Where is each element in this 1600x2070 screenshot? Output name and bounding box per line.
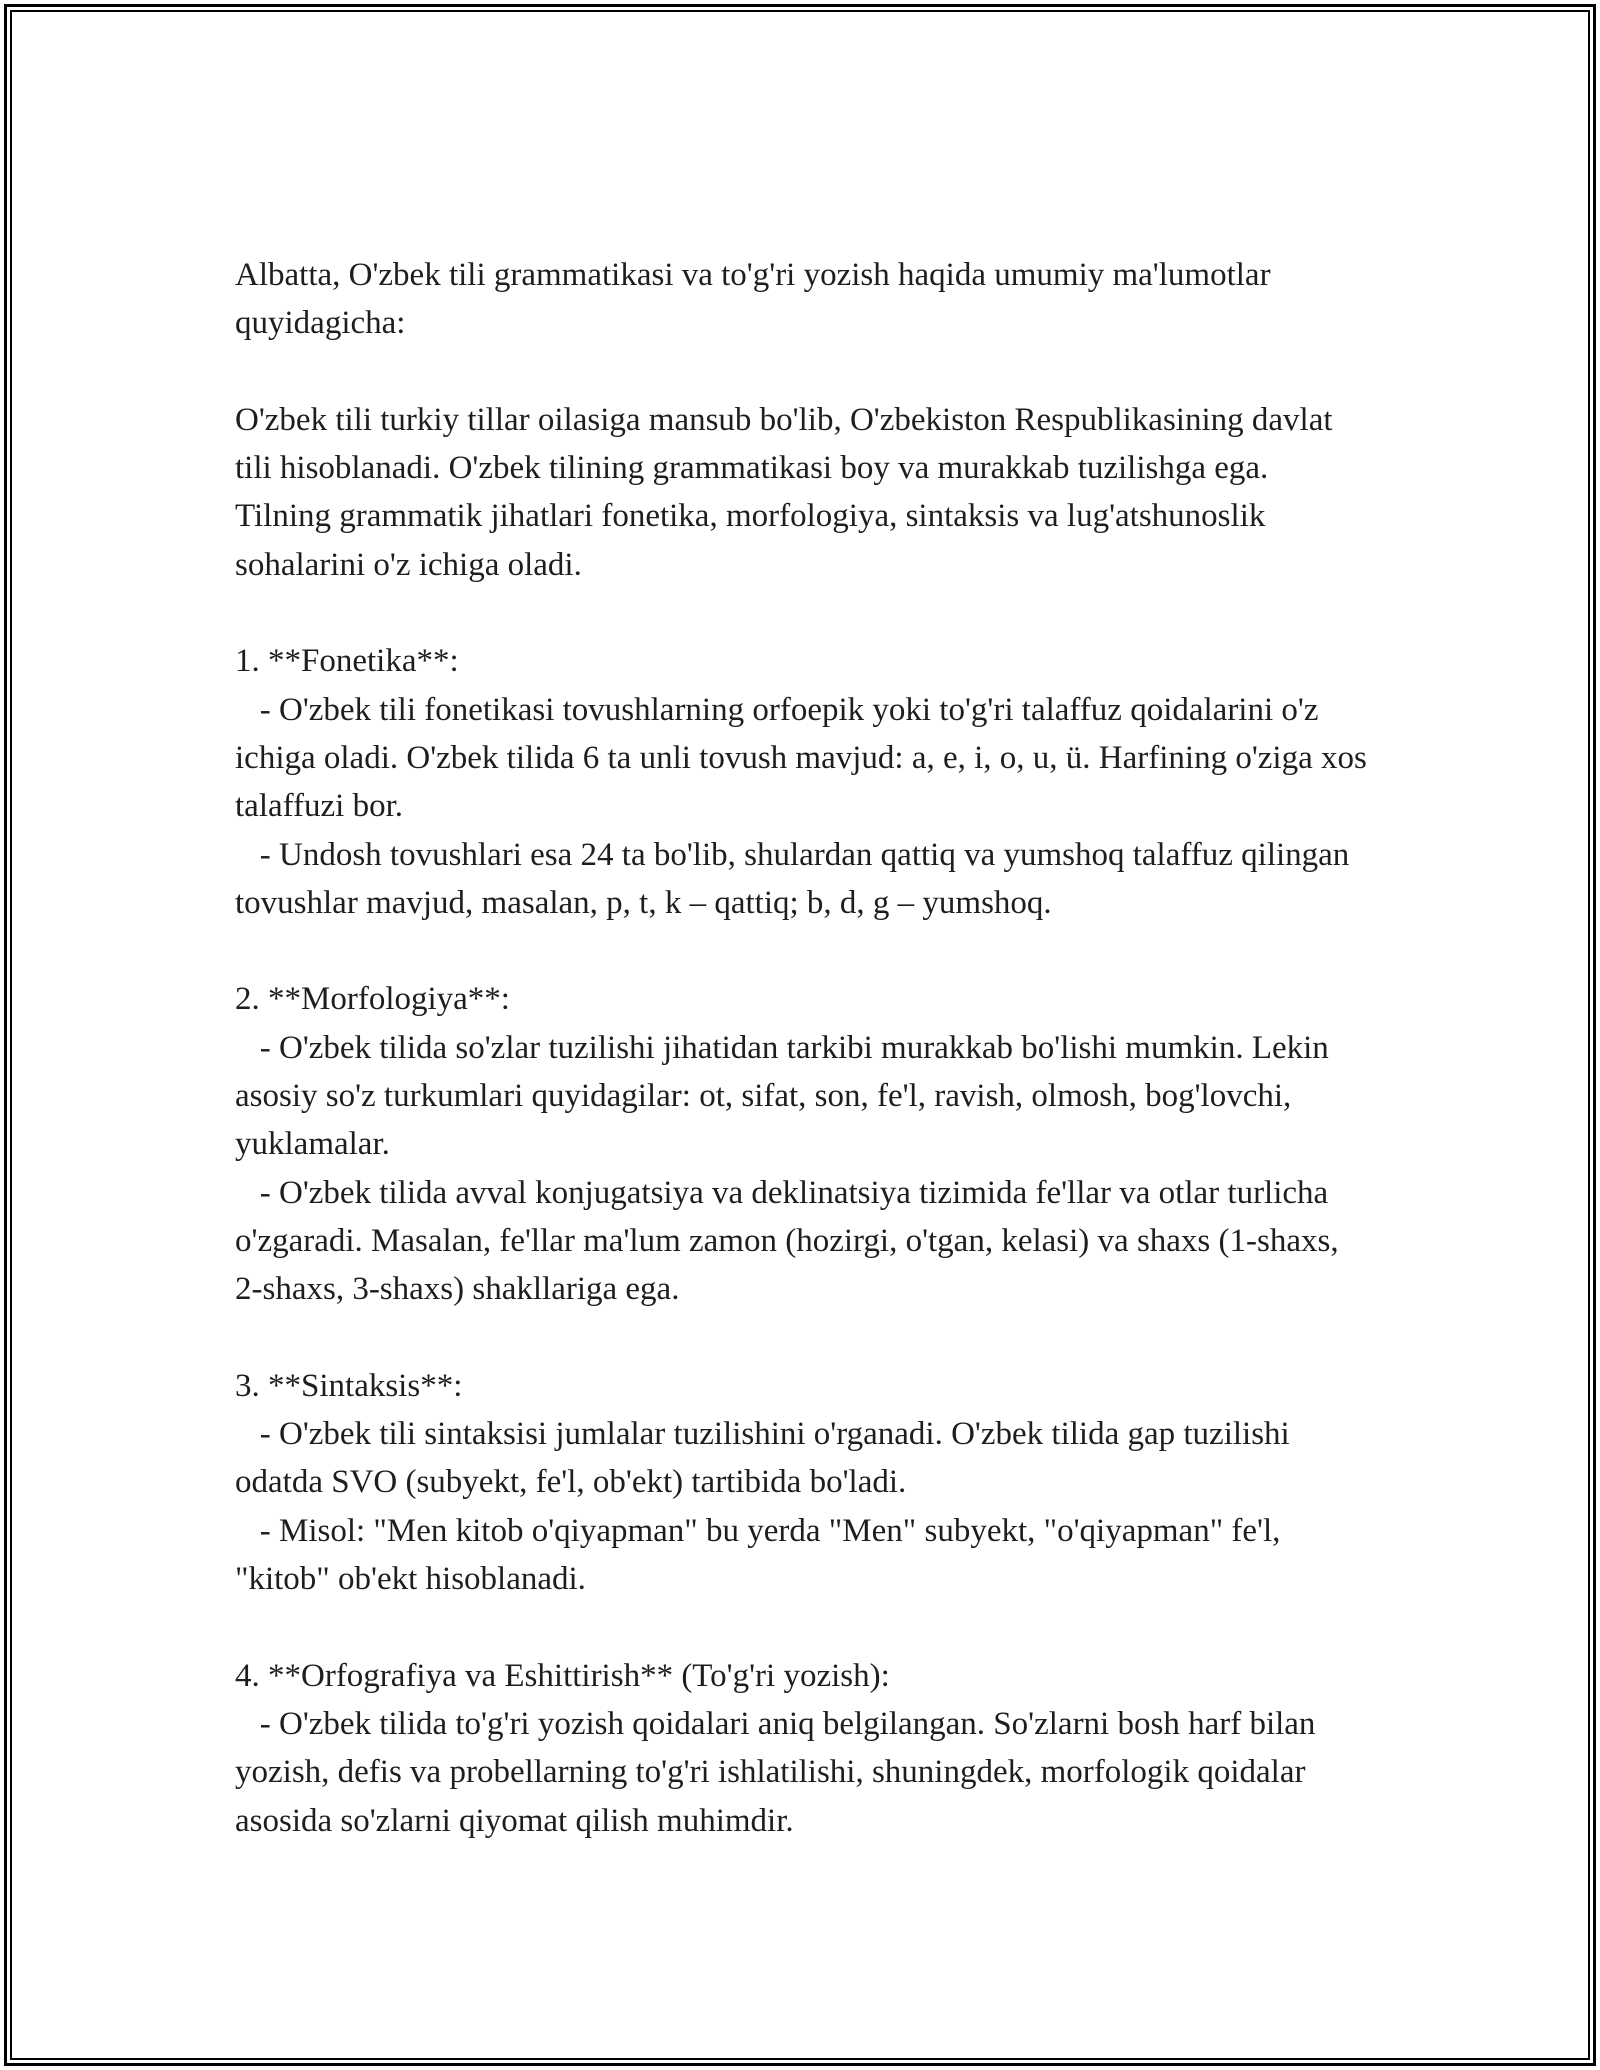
document-body bbox=[235, 251, 1370, 1845]
section-item-text: - O'zbek tilida avval konjugatsiya va deklinatsiya tizimida fe'llar va otlar turlicha o'zgaradi. Masalan, fe'llar ma'lum zamon (hozirgi, o'tgan, kelasi) va shaxs (1-shaxs, 2-shaxs, 3-shaxs) shakllariga ega. bbox=[235, 1174, 1339, 1308]
section-item bbox=[235, 1700, 1370, 1845]
section-sintaksis bbox=[235, 1362, 1370, 1603]
section-item bbox=[235, 1169, 1370, 1314]
paragraph-gap bbox=[235, 348, 1370, 396]
section-morfologiya bbox=[235, 975, 1370, 1313]
paragraph-gap bbox=[235, 927, 1370, 975]
section-orfografiya bbox=[235, 1652, 1370, 1845]
section-item-text: - O'zbek tili sintaksisi jumlalar tuzilishini o'rganadi. O'zbek tilida gap tuzilishi odatda SVO (subyekt, fe'l, ob'ekt) tartibida bo'ladi. bbox=[235, 1416, 1290, 1501]
section-fonetika bbox=[235, 637, 1370, 927]
section-item-text: - O'zbek tili fonetikasi tovushlarning orfoepik yoki to'g'ri talaffuz qoidalarini o'z ichiga oladi. O'zbek tilida 6 ta unli tovush mavjud: a, e, i, o, u, ü. Harfining o'ziga xos talaffuzi bor. bbox=[235, 691, 1367, 825]
section-item-text: - O'zbek tilida so'zlar tuzilishi jihatidan tarkibi murakkab bo'lishi mumkin. Lekin asosiy so'z turkumlari quyidagilar: ot, sifat, son, fe'l, ravish, olmosh, bog'lovchi, yuklamalar. bbox=[235, 1029, 1329, 1163]
section-heading: 4. **Orfografiya va Eshittirish** (To'g'ri yozish): bbox=[235, 1657, 890, 1694]
section-item-text: - Undosh tovushlari esa 24 ta bo'lib, shulardan qattiq va yumshoq talaffuz qilingan tovushlar mavjud, masalan, p, t, k – qattiq; b, d, g – yumshoq. bbox=[235, 836, 1350, 921]
intro-paragraph: Albatta, O'zbek tili grammatikasi va to'g'ri yozish haqida umumiy ma'lumotlar quyidagicha: bbox=[235, 257, 1271, 342]
section-item bbox=[235, 1024, 1370, 1169]
paragraph-gap bbox=[235, 1603, 1370, 1651]
section-item-text: - Misol: "Men kitob o'qiyapman" bu yerda "Men" subyekt, "o'qiyapman" fe'l, "kitob" ob'ekt hisoblanadi. bbox=[235, 1512, 1281, 1598]
section-item bbox=[235, 1507, 1370, 1604]
section-heading: 3. **Sintaksis**: bbox=[235, 1367, 463, 1404]
section-item bbox=[235, 1410, 1370, 1507]
section-heading: 1. **Fonetika**: bbox=[235, 643, 459, 680]
overview-paragraph: O'zbek tili turkiy tillar oilasiga mansub bo'lib, O'zbekiston Respublikasining davlat tili hisoblanadi. O'zbek tilining grammatikasi boy va murakkab tuzilishga ega. Tilning grammatik jihatlari fonetika, morfologiya, sintaksis va lug'atshunoslik sohalarini o'z ichiga oladi. bbox=[235, 401, 1333, 583]
section-heading: 2. **Morfologiya**: bbox=[235, 981, 510, 1018]
paragraph-gap bbox=[235, 589, 1370, 637]
section-item bbox=[235, 686, 1370, 831]
section-item-text: - O'zbek tilida to'g'ri yozish qoidalari aniq belgilangan. So'zlarni bosh harf bilan yozish, defis va probellarning to'g'ri ishlatilishi, shuningdek, morfologik qoidalar asosida so'zlarni qiyomat qilish muhimdir. bbox=[235, 1705, 1316, 1839]
section-item bbox=[235, 831, 1370, 928]
paragraph-gap bbox=[235, 1314, 1370, 1362]
